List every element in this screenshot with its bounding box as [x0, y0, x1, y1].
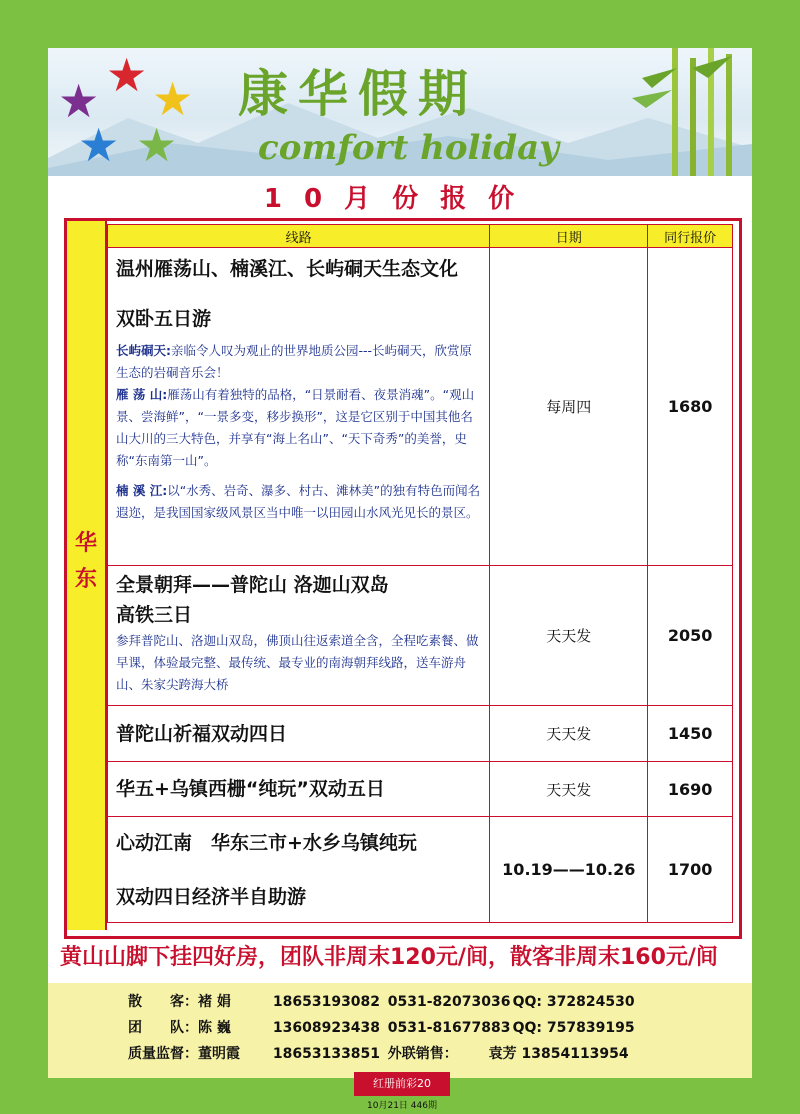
region-label: 华东	[74, 531, 97, 592]
desc-label: 雁 荡 山:	[116, 387, 168, 402]
contact-row	[128, 1017, 635, 1037]
table-row	[108, 566, 733, 706]
table-row	[108, 248, 733, 566]
route-title: 华五+乌镇西栅“纯玩”双动五日	[116, 778, 385, 800]
contact-mobile: 18653133851	[272, 1046, 381, 1062]
contact-sales-label: 外联销售：	[387, 1046, 458, 1062]
price-period-title: 10月份报价	[263, 184, 537, 214]
desc-label: 楠 溪 江:	[116, 483, 168, 498]
green-star-icon: ★	[136, 118, 178, 172]
route-title: 全景朝拜——普陀山 洛迦山双岛	[116, 574, 389, 596]
route-description: 参拜普陀山、洛迦山双岛，佛顶山往返索道全含，全程吃素餐、做早课，体验最完整、最传统、最专业的南海朝拜线路，送车游舟山、朱家尖跨海大桥	[116, 633, 479, 692]
header-date: 日期	[490, 225, 648, 248]
route-cell	[108, 566, 490, 706]
hotel-notice: 黄山山脚下挂四好房，团队非周末120元/间，散客非周末160元/间	[60, 945, 718, 970]
bamboo-icon	[632, 48, 752, 176]
yellow-star-icon: ★	[152, 72, 194, 126]
price-cell: 1450	[648, 706, 733, 762]
contact-role: 质量监督：	[128, 1046, 198, 1062]
brochure-sheet	[48, 48, 752, 1078]
route-cell	[108, 817, 490, 923]
contact-mobile: 13608923438	[272, 1020, 381, 1036]
table-row	[108, 706, 733, 762]
route-description	[116, 340, 489, 524]
contact-role: 散 客：	[128, 994, 198, 1010]
purple-star-icon: ★	[58, 74, 100, 128]
table-row	[108, 817, 733, 923]
table-header-row	[108, 225, 733, 248]
desc-text: 雁荡山有着独特的品格，“日景耐看、夜景消魂”。“观山景、尝海鲜”，“一景多变，移步换形”，这是它区别于中国其他名山大川的三大特色，并享有“海上名山”、“天下奇秀”的美誉，史称“东南第一山”。	[116, 387, 475, 468]
contact-qq: QQ: 757839195	[512, 1020, 635, 1036]
route-title: 温州雁荡山、楠溪江、长屿硐天生态文化	[116, 258, 459, 280]
date-cell: 天天发	[490, 706, 648, 762]
contact-phone: 0531-82073036	[387, 994, 511, 1010]
contact-qq: QQ: 372824530	[512, 994, 635, 1010]
issue-tag: 红册前彩20	[354, 1072, 450, 1096]
contact-role: 团 队：	[128, 1020, 198, 1036]
price-cell: 2050	[648, 566, 733, 706]
price-cell: 1700	[648, 817, 733, 923]
route-title: 普陀山祈福双动四日	[116, 722, 288, 745]
brand-title-en: comfort holiday	[258, 128, 559, 168]
date-cell: 天天发	[490, 566, 648, 706]
issue-date: 10月21日 446期	[367, 1101, 437, 1111]
contact-phone: 0531-81677883	[387, 1020, 511, 1036]
blue-star-icon: ★	[78, 118, 120, 172]
date-cell: 天天发	[490, 762, 648, 817]
route-cell	[108, 762, 490, 817]
route-title: 心动江南 华东三市+水乡乌镇纯玩	[116, 831, 417, 854]
price-table	[107, 224, 733, 923]
route-cell	[108, 248, 490, 566]
price-cell: 1690	[648, 762, 733, 817]
region-column	[67, 221, 107, 930]
contact-name: 褚 娟	[198, 994, 231, 1010]
table-row	[108, 762, 733, 817]
price-table-frame	[64, 218, 742, 939]
route-cell	[108, 706, 490, 762]
price-cell: 1680	[648, 248, 733, 566]
contact-row	[128, 991, 635, 1011]
contact-panel	[48, 983, 752, 1078]
contact-name: 陈 巍	[198, 1020, 231, 1036]
red-star-icon: ★	[106, 48, 148, 102]
brand-title-cn: 康华假期	[238, 64, 478, 123]
contact-row	[128, 1043, 629, 1063]
desc-text: 以“水秀、岩奇、瀑多、村古、滩林美”的独有特色而闻名遐迩，是我国国家级风景区当中唯一以田园山水风光见长的景区。	[116, 483, 481, 520]
header-price: 同行报价	[648, 225, 733, 248]
header-route: 线路	[108, 225, 490, 248]
contact-name: 董明霞	[198, 1046, 240, 1062]
route-title: 高铁三日	[116, 604, 193, 626]
desc-text: 亲临令人叹为观止的世界地质公园---长屿硐天，欣赏原生态的岩硐音乐会！	[116, 343, 473, 380]
brand-banner	[48, 48, 752, 176]
contact-sales: 袁芳 13854113954	[488, 1046, 629, 1062]
date-cell: 10.19——10.26	[490, 817, 648, 923]
desc-label: 长屿硐天:	[116, 343, 171, 358]
date-cell: 每周四	[490, 248, 648, 566]
contact-mobile: 18653193082	[272, 994, 381, 1010]
route-title: 双卧五日游	[116, 308, 212, 330]
route-title: 双动四日经济半自助游	[116, 885, 307, 908]
